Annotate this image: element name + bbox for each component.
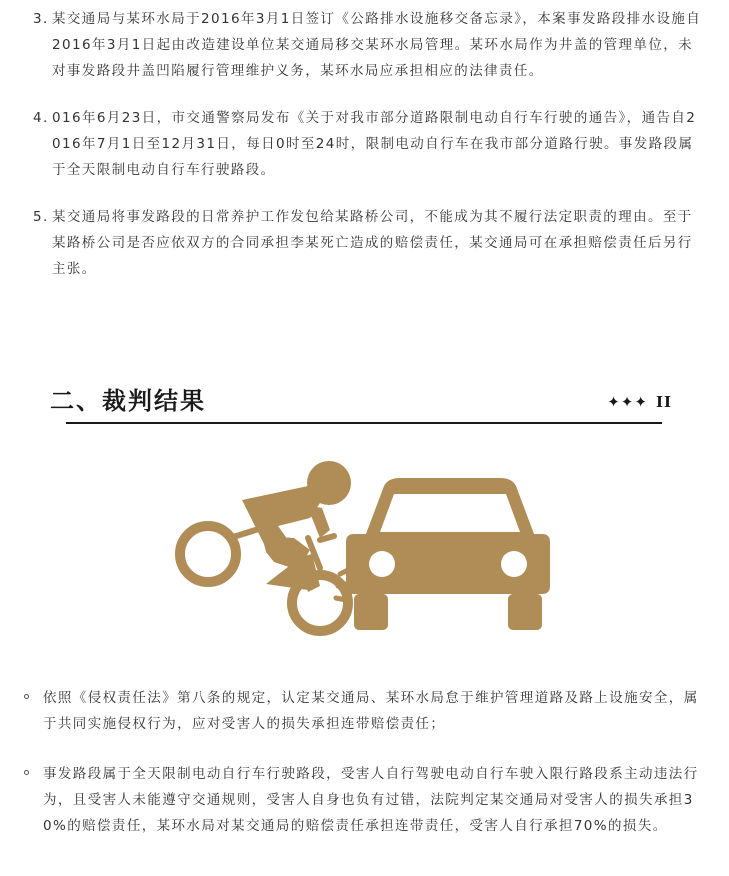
bullet-item-text: 事发路段属于全天限制电动自行车行驶路段，受害人自行驾驶电动自行车驶入限行路段系主动违法行为，且受害人未能遵守交通规则，受害人自身也负有过错，法院判定某交通局对受害人的损失承担30%的赔偿责任，某环水局对某交通局的赔偿责任承担连带责任，受害人自行承担70%的损失。 [43,766,699,834]
section-title: 二、裁判结果 [50,387,206,415]
sparkle-icon: ✦✦✦ [607,393,648,411]
list-item-text: 某交通局将事发路段的日常养护工作发包给某路桥公司，不能成为其不履行法定职责的理由。至于某路桥公司是否应依双方的合同承担李某死亡造成的赔偿责任，某交通局可在承担赔偿责任后另行主张。 [52,209,693,277]
section-roman-numeral: II [655,393,672,411]
list-item-number: 5. [33,209,49,225]
bullet-icon [24,694,29,699]
bullet-icon [24,770,29,775]
list-item-number: 4. [33,110,49,126]
list-item-number: 3. [33,11,49,27]
section-header [50,383,680,427]
list-item-text: 016年6月23日，市交通警察局发布《关于对我市部分道路限制电动自行车行驶的通告》，通告自2016年7月1日至12月31日，每日0时至24时，限制电动自行车在我市部分道路行驶。事发路段属于全天限制电动自行车行驶路段。 [52,110,697,178]
bullet-item-text: 依照《侵权责任法》第八条的规定，认定某交通局、某环水局怠于维护管理道路及路上设施安全，属于共同实施侵权行为，应对受害人的损失承担连带赔偿责任； [43,690,699,732]
section-divider [66,422,662,424]
list-item-text: 某交通局与某环水局于2016年3月1日签订《公路排水设施移交备忘录》，本案事发路段排水设施自2016年3月1日起由改造建设单位某交通局移交某环水局管理。某环水局作为井盖的管理单位，未对事发路段井盖凹陷履行管理维护义务，某环水局应承担相应的法律责任。 [52,11,702,79]
section-decoration [607,393,672,411]
bicycle-car-collision-icon [170,458,560,648]
